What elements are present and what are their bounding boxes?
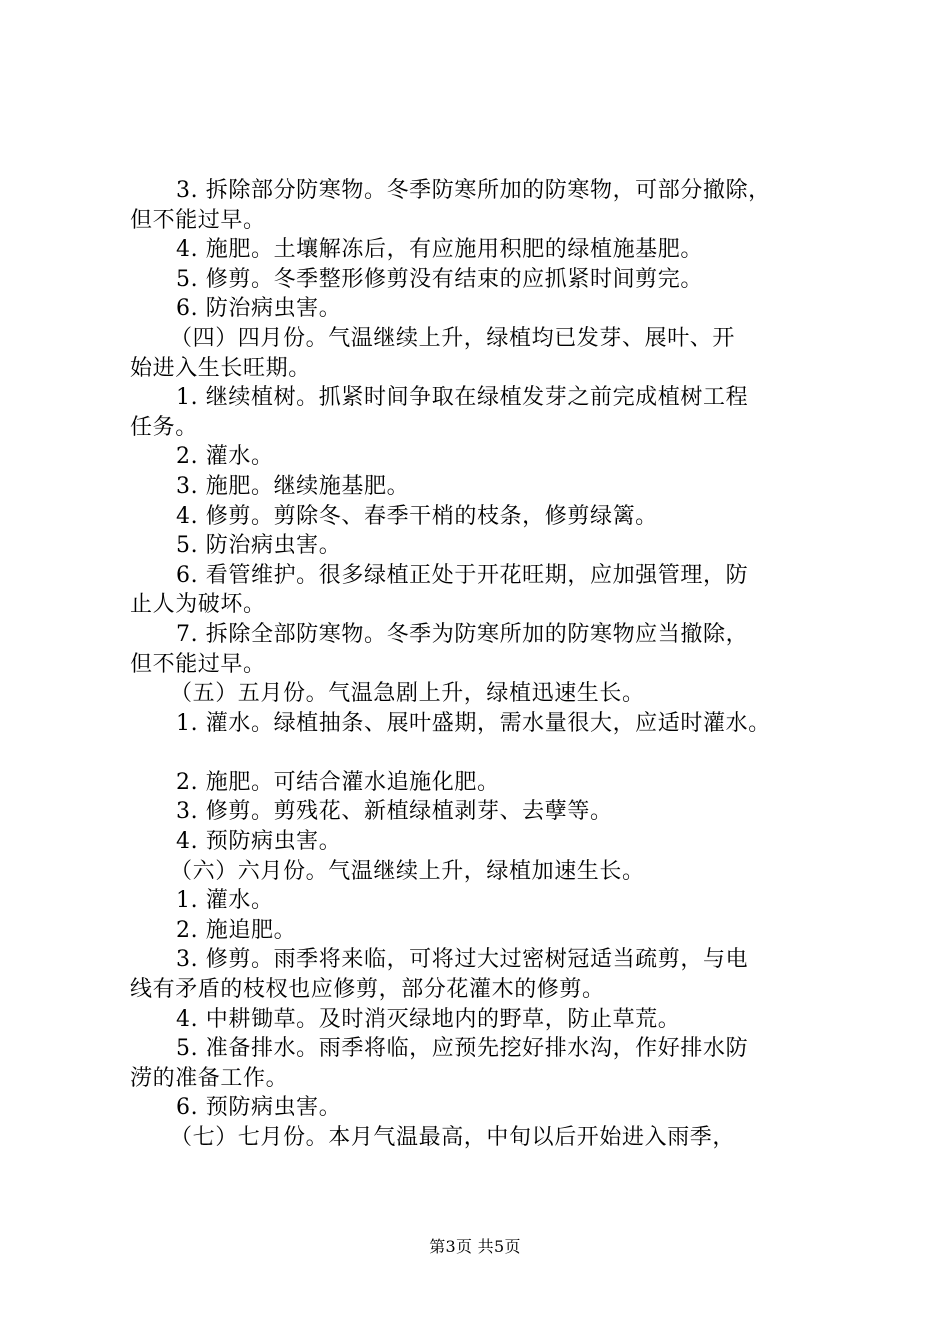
text-line: 涝的准备工作。 bbox=[130, 1065, 289, 1091]
document-body bbox=[130, 176, 840, 1153]
text-line: 5. 防治病虫害。 bbox=[176, 533, 342, 559]
text-line: 4. 预防病虫害。 bbox=[176, 829, 342, 855]
text-line: 始进入生长旺期。 bbox=[130, 355, 311, 381]
text-line: 3. 修剪。雨季将来临，可将过大过密树冠适当疏剪，与电 bbox=[176, 947, 749, 973]
text-line: 5. 准备排水。雨季将临，应预先挖好排水沟，作好排水防 bbox=[176, 1036, 749, 1062]
text-line: 6. 看管维护。很多绿植正处于开花旺期，应加强管理，防 bbox=[176, 562, 749, 588]
text-line: 4. 修剪。剪除冬、春季干梢的枝条，修剪绿篱。 bbox=[176, 503, 658, 529]
text-line: 但不能过早。 bbox=[130, 207, 266, 233]
text-line: 5. 修剪。冬季整形修剪没有结束的应抓紧时间剪完。 bbox=[176, 266, 703, 292]
text-line: （五）五月份。气温急剧上升，绿植迅速生长。 bbox=[170, 681, 645, 707]
blank-line bbox=[130, 738, 840, 768]
text-line: 任务。 bbox=[130, 414, 198, 440]
text-line: 2. 施肥。可结合灌水追施化肥。 bbox=[176, 769, 500, 795]
text-line: 1. 灌水。绿植抽条、展叶盛期，需水量很大，应适时灌水。 bbox=[176, 710, 771, 736]
text-line: 但不能过早。 bbox=[130, 651, 266, 677]
text-line: 2. 施追肥。 bbox=[176, 917, 297, 943]
text-line: 4. 中耕锄草。及时消灭绿地内的野草，防止草荒。 bbox=[176, 1006, 681, 1032]
text-line: 6. 预防病虫害。 bbox=[176, 1095, 342, 1121]
text-line: 4. 施肥。土壤解冻后，有应施用积肥的绿植施基肥。 bbox=[176, 237, 703, 263]
text-line: （四）四月份。气温继续上升，绿植均已发芽、展叶、开 bbox=[170, 325, 736, 351]
text-line: 3. 施肥。继续施基肥。 bbox=[176, 473, 410, 499]
text-line: 1. 灌水。 bbox=[176, 888, 274, 914]
text-line: （六）六月份。气温继续上升，绿植加速生长。 bbox=[170, 858, 645, 884]
text-line: 3. 修剪。剪残花、新植绿植剥芽、去孽等。 bbox=[176, 799, 613, 825]
text-line: 6. 防治病虫害。 bbox=[176, 296, 342, 322]
text-line: 2. 灌水。 bbox=[176, 444, 274, 470]
text-line: 1. 继续植树。抓紧时间争取在绿植发芽之前完成植树工程 bbox=[176, 385, 749, 411]
text-line: 线有矛盾的枝杈也应修剪，部分花灌木的修剪。 bbox=[130, 977, 605, 1003]
text-line: 7. 拆除全部防寒物。冬季为防寒所加的防寒物应当撤除， bbox=[176, 621, 749, 647]
text-line: （七）七月份。本月气温最高，中旬以后开始进入雨季， bbox=[170, 1125, 736, 1150]
page-footer: 第3页 共5页 bbox=[429, 1237, 521, 1256]
text-line: 止人为破坏。 bbox=[130, 592, 266, 618]
text-line: 3. 拆除部分防寒物。冬季防寒所加的防寒物，可部分撤除， bbox=[176, 178, 771, 203]
